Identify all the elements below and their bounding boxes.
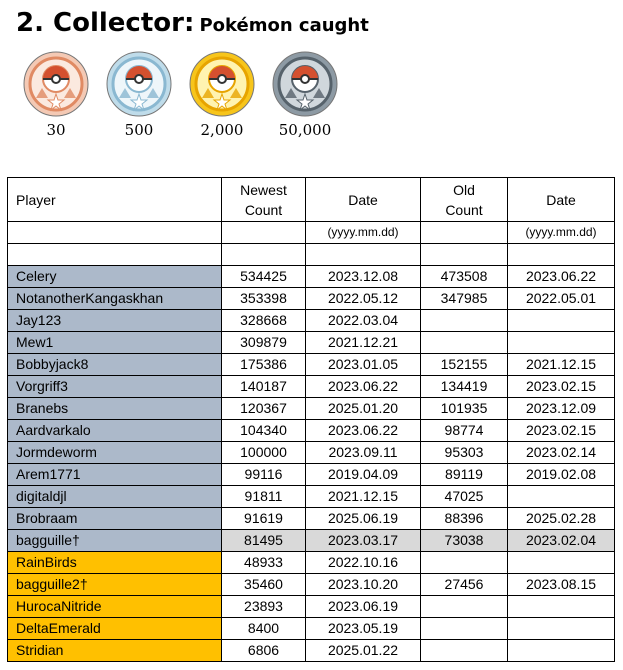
old-date [508,310,615,332]
bronze-medal [22,50,90,139]
header-newest-line2: Count [244,201,283,218]
newest-count: 81495 [222,530,306,552]
newest-date: 2023.09.11 [306,442,421,464]
old-date: 2023.02.04 [508,530,615,552]
player-name: Jay123 [8,310,222,332]
old-count: 27456 [421,574,508,596]
title-number: 2. Collector: [16,8,195,38]
table-row [8,574,615,596]
newest-date: 2023.10.20 [306,574,421,596]
spacer-cell [8,244,222,266]
spacer-cell [306,244,421,266]
player-name: Aardvarkalo [8,420,222,442]
player-name: RainBirds [8,552,222,574]
newest-count: 35460 [222,574,306,596]
platinum-medal-icon [271,50,339,118]
table-row [8,354,615,376]
player-name: Mew1 [8,332,222,354]
units-cell-empty [222,222,306,244]
silver-medal [105,50,173,139]
old-date [508,596,615,618]
newest-count: 6806 [222,640,306,662]
old-date: 2022.05.01 [508,288,615,310]
medal-label: 30 [46,121,66,139]
newest-date: 2023.03.17 [306,530,421,552]
old-date: 2023.12.09 [508,398,615,420]
newest-count: 100000 [222,442,306,464]
newest-count: 8400 [222,618,306,640]
player-name: DeltaEmerald [8,618,222,640]
newest-date: 2023.12.08 [306,266,421,288]
newest-date: 2019.04.09 [306,464,421,486]
old-date: 2023.02.14 [508,442,615,464]
table-row [8,640,615,662]
header-player: Player [8,178,222,222]
player-name: Celery [8,266,222,288]
units-cell-empty [8,222,222,244]
table-units-row [8,222,615,244]
player-name: bagguille2† [8,574,222,596]
old-count: 152155 [421,354,508,376]
table-row [8,530,615,552]
old-count: 473508 [421,266,508,288]
newest-date: 2023.06.22 [306,376,421,398]
old-count [421,310,508,332]
player-name: NotanotherKangaskhan [8,288,222,310]
player-name: Branebs [8,398,222,420]
header-date: Date [306,178,421,222]
table-row [8,376,615,398]
units-cell-empty [421,222,508,244]
table-row [8,552,615,574]
newest-date: 2023.06.19 [306,596,421,618]
medal-label: 2,000 [200,121,244,139]
newest-date: 2022.05.12 [306,288,421,310]
leaderboard-table [7,177,615,662]
old-count: 73038 [421,530,508,552]
newest-count: 328668 [222,310,306,332]
table-spacer-row [8,244,615,266]
table-row [8,332,615,354]
old-date: 2023.02.15 [508,420,615,442]
newest-count: 534425 [222,266,306,288]
old-count [421,640,508,662]
header-newest-line1: Newest [240,181,287,198]
newest-count: 23893 [222,596,306,618]
table-row [8,442,615,464]
old-date: 2019.02.08 [508,464,615,486]
player-name: Bobbyjack8 [8,354,222,376]
table-row [8,464,615,486]
old-date: 2023.06.22 [508,266,615,288]
old-count: 347985 [421,288,508,310]
units-old-date: (yyyy.mm.dd) [508,222,615,244]
newest-date: 2023.01.05 [306,354,421,376]
table-row [8,288,615,310]
player-name: Arem1771 [8,464,222,486]
old-count: 101935 [421,398,508,420]
newest-date: 2025.06.19 [306,508,421,530]
table-row [8,596,615,618]
header-newest-count [222,178,306,222]
newest-date: 2022.10.16 [306,552,421,574]
table-row [8,266,615,288]
spacer-cell [508,244,615,266]
gold-medal-icon [188,50,256,118]
page-title [16,8,369,38]
old-count [421,552,508,574]
silver-medal-icon [105,50,173,118]
player-name: bagguille† [8,530,222,552]
player-name: Jormdeworm [8,442,222,464]
player-name: Vorgriff3 [8,376,222,398]
newest-count: 309879 [222,332,306,354]
spacer-cell [421,244,508,266]
bronze-medal-icon [22,50,90,118]
header-old-count [421,178,508,222]
old-count [421,332,508,354]
old-count [421,618,508,640]
table-row [8,420,615,442]
title-subtitle: Pokémon caught [199,15,369,36]
platinum-medal [271,50,339,139]
old-count: 88396 [421,508,508,530]
old-date [508,640,615,662]
table-row [8,618,615,640]
player-name: Brobraam [8,508,222,530]
medal-label: 500 [124,121,154,139]
newest-count: 48933 [222,552,306,574]
old-date [508,552,615,574]
table-row [8,310,615,332]
old-date: 2023.08.15 [508,574,615,596]
header-old-date: Date [508,178,615,222]
old-count: 95303 [421,442,508,464]
newest-date: 2021.12.21 [306,332,421,354]
old-date [508,618,615,640]
newest-date: 2023.06.22 [306,420,421,442]
old-count [421,596,508,618]
medal-label: 50,000 [278,121,332,139]
newest-count: 353398 [222,288,306,310]
newest-count: 140187 [222,376,306,398]
player-name: digitaldjl [8,486,222,508]
newest-date: 2023.05.19 [306,618,421,640]
old-date: 2023.02.15 [508,376,615,398]
gold-medal [188,50,256,139]
table-header-row [8,178,615,222]
old-count: 89119 [421,464,508,486]
old-count: 134419 [421,376,508,398]
header-old-line1: Old [453,181,475,198]
spacer-cell [222,244,306,266]
newest-date: 2021.12.15 [306,486,421,508]
newest-count: 91811 [222,486,306,508]
newest-date: 2022.03.04 [306,310,421,332]
newest-count: 175386 [222,354,306,376]
old-date: 2025.02.28 [508,508,615,530]
units-date: (yyyy.mm.dd) [306,222,421,244]
newest-count: 104340 [222,420,306,442]
table-row [8,398,615,420]
table-row [8,486,615,508]
newest-date: 2025.01.22 [306,640,421,662]
old-date: 2021.12.15 [508,354,615,376]
player-name: HurocaNitride [8,596,222,618]
newest-count: 99116 [222,464,306,486]
newest-count: 120367 [222,398,306,420]
header-old-line2: Count [445,201,483,218]
old-count: 98774 [421,420,508,442]
old-date [508,486,615,508]
old-count: 47025 [421,486,508,508]
player-name: Stridian [8,640,222,662]
table-row [8,508,615,530]
newest-count: 91619 [222,508,306,530]
old-date [508,332,615,354]
newest-date: 2025.01.20 [306,398,421,420]
